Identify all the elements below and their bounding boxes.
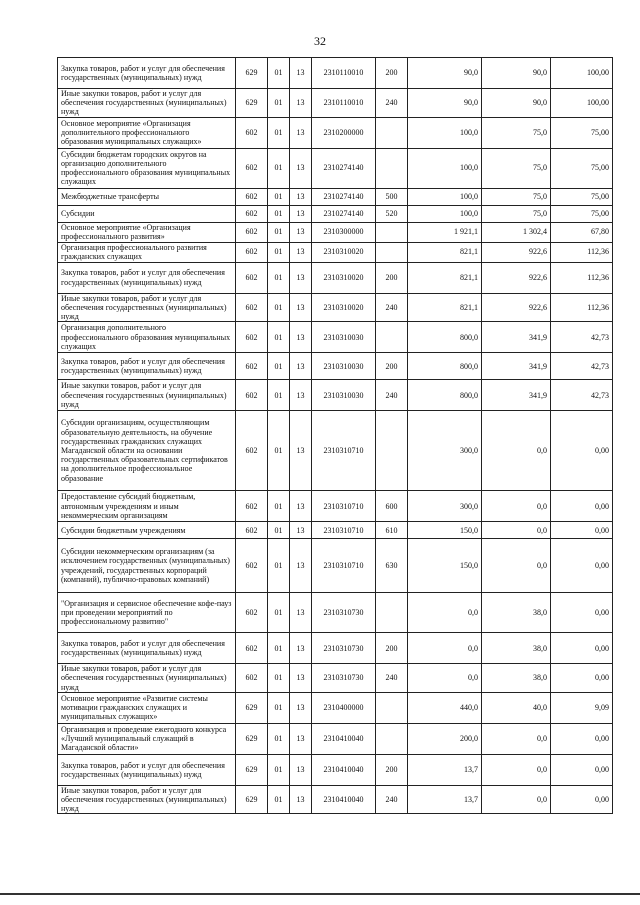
table-row <box>58 754 613 785</box>
executed-amount-cell: 75,0 <box>482 117 551 148</box>
section-code-cell: 01 <box>268 222 290 242</box>
section-code-cell: 01 <box>268 89 290 118</box>
table-row <box>58 491 613 522</box>
table-row <box>58 89 613 118</box>
target-article-code-cell: 2310310710 <box>312 522 376 539</box>
row-name-cell: Закупка товаров, работ и услуг для обеспечения государственных (муниципальных) нужд <box>58 633 236 664</box>
table-row <box>58 58 613 89</box>
expense-type-code-cell <box>376 242 408 262</box>
executed-amount-cell: 38,0 <box>482 633 551 664</box>
executed-amount-cell: 341,9 <box>482 380 551 411</box>
target-article-code-cell: 2310300000 <box>312 222 376 242</box>
table-row <box>58 664 613 693</box>
row-name-cell: Основное мероприятие «Организация профессионального развития» <box>58 222 236 242</box>
expense-type-code-cell <box>376 222 408 242</box>
row-name-cell: Иные закупки товаров, работ и услуг для обеспечения государственных (муниципальных) нужд <box>58 785 236 814</box>
target-article-code-cell: 2310310020 <box>312 262 376 293</box>
executed-amount-cell: 922,6 <box>482 293 551 322</box>
target-article-code-cell: 2310274140 <box>312 148 376 188</box>
executed-amount-cell: 0,0 <box>482 723 551 754</box>
execution-percent-cell: 112,36 <box>551 262 613 293</box>
target-article-code-cell: 2310274140 <box>312 188 376 205</box>
execution-percent-cell: 75,00 <box>551 188 613 205</box>
ved-code-cell: 602 <box>236 148 268 188</box>
executed-amount-cell: 75,0 <box>482 148 551 188</box>
executed-amount-cell: 90,0 <box>482 89 551 118</box>
target-article-code-cell: 2310410040 <box>312 785 376 814</box>
expense-type-code-cell <box>376 411 408 491</box>
planned-amount-cell: 821,1 <box>408 242 482 262</box>
section-code-cell: 01 <box>268 58 290 89</box>
ved-code-cell: 602 <box>236 664 268 693</box>
expense-type-code-cell: 200 <box>376 633 408 664</box>
subsection-code-cell: 13 <box>290 380 312 411</box>
target-article-code-cell: 2310110010 <box>312 58 376 89</box>
table-row <box>58 723 613 754</box>
target-article-code-cell: 2310310710 <box>312 411 376 491</box>
planned-amount-cell: 90,0 <box>408 58 482 89</box>
subsection-code-cell: 13 <box>290 117 312 148</box>
subsection-code-cell: 13 <box>290 148 312 188</box>
subsection-code-cell: 13 <box>290 322 312 353</box>
table-row <box>58 785 613 814</box>
expense-type-code-cell: 520 <box>376 205 408 222</box>
execution-percent-cell: 0,00 <box>551 664 613 693</box>
execution-percent-cell: 75,00 <box>551 148 613 188</box>
planned-amount-cell: 0,0 <box>408 593 482 633</box>
planned-amount-cell: 200,0 <box>408 723 482 754</box>
table-row <box>58 353 613 380</box>
execution-percent-cell: 67,80 <box>551 222 613 242</box>
expense-type-code-cell: 610 <box>376 522 408 539</box>
target-article-code-cell: 2310110010 <box>312 89 376 118</box>
ved-code-cell: 602 <box>236 353 268 380</box>
planned-amount-cell: 100,0 <box>408 117 482 148</box>
table-body <box>58 58 613 814</box>
table-row <box>58 262 613 293</box>
execution-percent-cell: 0,00 <box>551 633 613 664</box>
execution-percent-cell: 0,00 <box>551 593 613 633</box>
section-code-cell: 01 <box>268 262 290 293</box>
table-row <box>58 242 613 262</box>
ved-code-cell: 629 <box>236 785 268 814</box>
ved-code-cell: 602 <box>236 205 268 222</box>
section-code-cell: 01 <box>268 491 290 522</box>
planned-amount-cell: 100,0 <box>408 188 482 205</box>
execution-percent-cell: 0,00 <box>551 411 613 491</box>
executed-amount-cell: 0,0 <box>482 785 551 814</box>
row-name-cell: Иные закупки товаров, работ и услуг для обеспечения государственных (муниципальных) нужд <box>58 89 236 118</box>
row-name-cell: Субсидии <box>58 205 236 222</box>
row-name-cell: Иные закупки товаров, работ и услуг для обеспечения государственных (муниципальных) нужд <box>58 380 236 411</box>
row-name-cell: Закупка товаров, работ и услуг для обеспечения государственных (муниципальных) нужд <box>58 754 236 785</box>
execution-percent-cell: 42,73 <box>551 322 613 353</box>
table-row <box>58 148 613 188</box>
row-name-cell: Организация дополнительного профессионального образования муниципальных служащих <box>58 322 236 353</box>
target-article-code-cell: 2310310710 <box>312 491 376 522</box>
expense-type-code-cell <box>376 593 408 633</box>
subsection-code-cell: 13 <box>290 353 312 380</box>
planned-amount-cell: 300,0 <box>408 491 482 522</box>
row-name-cell: Организация и проведение ежегодного конкурса «Лучший муниципальный служащий в Магаданской области» <box>58 723 236 754</box>
subsection-code-cell: 13 <box>290 58 312 89</box>
target-article-code-cell: 2310310030 <box>312 322 376 353</box>
ved-code-cell: 602 <box>236 522 268 539</box>
row-name-cell: Межбюджетные трансферты <box>58 188 236 205</box>
executed-amount-cell: 1 302,4 <box>482 222 551 242</box>
ved-code-cell: 602 <box>236 491 268 522</box>
execution-percent-cell: 42,73 <box>551 380 613 411</box>
executed-amount-cell: 0,0 <box>482 522 551 539</box>
planned-amount-cell: 821,1 <box>408 262 482 293</box>
table-row <box>58 117 613 148</box>
table-row <box>58 380 613 411</box>
section-code-cell: 01 <box>268 353 290 380</box>
planned-amount-cell: 800,0 <box>408 353 482 380</box>
execution-percent-cell: 112,36 <box>551 293 613 322</box>
target-article-code-cell: 2310310730 <box>312 633 376 664</box>
target-article-code-cell: 2310274140 <box>312 205 376 222</box>
row-name-cell: Основное мероприятие «Организация дополнительного профессионального образования муниципальных служащих» <box>58 117 236 148</box>
ved-code-cell: 629 <box>236 58 268 89</box>
ved-code-cell: 602 <box>236 242 268 262</box>
expense-type-code-cell: 200 <box>376 58 408 89</box>
table-row <box>58 322 613 353</box>
row-name-cell: Субсидии некоммерческим организациям (за исключением государственных (муниципальных) учреждений, государственных корпораций (компаний), публично-правовых компаний) <box>58 539 236 593</box>
ved-code-cell: 602 <box>236 633 268 664</box>
planned-amount-cell: 800,0 <box>408 380 482 411</box>
target-article-code-cell: 2310200000 <box>312 117 376 148</box>
expense-type-code-cell: 240 <box>376 380 408 411</box>
subsection-code-cell: 13 <box>290 222 312 242</box>
expense-type-code-cell: 600 <box>376 491 408 522</box>
row-name-cell: Организация профессионального развития гражданских служащих <box>58 242 236 262</box>
subsection-code-cell: 13 <box>290 785 312 814</box>
row-name-cell: Субсидии организациям, осуществляющим образовательную деятельность, на обучение государственных гражданских служащих Магаданской области на основании государственных образовательных сертификатов на дополнительное профессиональное образование <box>58 411 236 491</box>
executed-amount-cell: 38,0 <box>482 664 551 693</box>
executed-amount-cell: 38,0 <box>482 593 551 633</box>
ved-code-cell: 602 <box>236 222 268 242</box>
row-name-cell: Субсидии бюджетам городских округов на организацию дополнительного профессионального образования муниципальных служащих <box>58 148 236 188</box>
ved-code-cell: 629 <box>236 89 268 118</box>
planned-amount-cell: 100,0 <box>408 205 482 222</box>
section-code-cell: 01 <box>268 664 290 693</box>
subsection-code-cell: 13 <box>290 723 312 754</box>
section-code-cell: 01 <box>268 293 290 322</box>
expense-type-code-cell: 630 <box>376 539 408 593</box>
executed-amount-cell: 922,6 <box>482 262 551 293</box>
section-code-cell: 01 <box>268 411 290 491</box>
planned-amount-cell: 0,0 <box>408 664 482 693</box>
planned-amount-cell: 300,0 <box>408 411 482 491</box>
section-code-cell: 01 <box>268 242 290 262</box>
section-code-cell: 01 <box>268 117 290 148</box>
ved-code-cell: 602 <box>236 539 268 593</box>
expense-type-code-cell <box>376 723 408 754</box>
target-article-code-cell: 2310310030 <box>312 353 376 380</box>
execution-percent-cell: 9,09 <box>551 692 613 723</box>
target-article-code-cell: 2310310020 <box>312 293 376 322</box>
planned-amount-cell: 100,0 <box>408 148 482 188</box>
section-code-cell: 01 <box>268 785 290 814</box>
section-code-cell: 01 <box>268 593 290 633</box>
row-name-cell: Основное мероприятие «Развитие системы мотивации гражданских служащих и муниципальных служащих» <box>58 692 236 723</box>
execution-percent-cell: 75,00 <box>551 205 613 222</box>
execution-percent-cell: 112,36 <box>551 242 613 262</box>
executed-amount-cell: 75,0 <box>482 205 551 222</box>
expense-type-code-cell: 200 <box>376 262 408 293</box>
executed-amount-cell: 0,0 <box>482 539 551 593</box>
subsection-code-cell: 13 <box>290 692 312 723</box>
executed-amount-cell: 0,0 <box>482 754 551 785</box>
executed-amount-cell: 922,6 <box>482 242 551 262</box>
section-code-cell: 01 <box>268 539 290 593</box>
expense-type-code-cell: 240 <box>376 785 408 814</box>
executed-amount-cell: 40,0 <box>482 692 551 723</box>
expense-type-code-cell: 500 <box>376 188 408 205</box>
bottom-rule <box>0 893 640 895</box>
executed-amount-cell: 341,9 <box>482 322 551 353</box>
section-code-cell: 01 <box>268 148 290 188</box>
executed-amount-cell: 75,0 <box>482 188 551 205</box>
expense-type-code-cell: 200 <box>376 353 408 380</box>
target-article-code-cell: 2310310730 <box>312 664 376 693</box>
expense-type-code-cell: 240 <box>376 89 408 118</box>
target-article-code-cell: 2310310710 <box>312 539 376 593</box>
ved-code-cell: 629 <box>236 692 268 723</box>
row-name-cell: Субсидии бюджетным учреждениям <box>58 522 236 539</box>
ved-code-cell: 602 <box>236 322 268 353</box>
ved-code-cell: 602 <box>236 593 268 633</box>
section-code-cell: 01 <box>268 188 290 205</box>
planned-amount-cell: 800,0 <box>408 322 482 353</box>
subsection-code-cell: 13 <box>290 539 312 593</box>
subsection-code-cell: 13 <box>290 664 312 693</box>
subsection-code-cell: 13 <box>290 205 312 222</box>
ved-code-cell: 629 <box>236 754 268 785</box>
ved-code-cell: 602 <box>236 411 268 491</box>
table-row <box>58 633 613 664</box>
page-number: 32 <box>314 34 326 48</box>
subsection-code-cell: 13 <box>290 491 312 522</box>
planned-amount-cell: 150,0 <box>408 522 482 539</box>
executed-amount-cell: 0,0 <box>482 411 551 491</box>
subsection-code-cell: 13 <box>290 293 312 322</box>
expense-type-code-cell <box>376 322 408 353</box>
table-row <box>58 593 613 633</box>
section-code-cell: 01 <box>268 633 290 664</box>
expense-type-code-cell: 240 <box>376 664 408 693</box>
planned-amount-cell: 440,0 <box>408 692 482 723</box>
planned-amount-cell: 13,7 <box>408 754 482 785</box>
ved-code-cell: 629 <box>236 723 268 754</box>
target-article-code-cell: 2310400000 <box>312 692 376 723</box>
planned-amount-cell: 821,1 <box>408 293 482 322</box>
table-row <box>58 205 613 222</box>
subsection-code-cell: 13 <box>290 593 312 633</box>
subsection-code-cell: 13 <box>290 188 312 205</box>
row-name-cell: Закупка товаров, работ и услуг для обеспечения государственных (муниципальных) нужд <box>58 58 236 89</box>
row-name-cell: Иные закупки товаров, работ и услуг для обеспечения государственных (муниципальных) нужд <box>58 293 236 322</box>
row-name-cell: Закупка товаров, работ и услуг для обеспечения государственных (муниципальных) нужд <box>58 353 236 380</box>
executed-amount-cell: 0,0 <box>482 491 551 522</box>
executed-amount-cell: 341,9 <box>482 353 551 380</box>
expense-type-code-cell: 240 <box>376 293 408 322</box>
execution-percent-cell: 0,00 <box>551 785 613 814</box>
section-code-cell: 01 <box>268 522 290 539</box>
subsection-code-cell: 13 <box>290 262 312 293</box>
target-article-code-cell: 2310310030 <box>312 380 376 411</box>
execution-percent-cell: 100,00 <box>551 89 613 118</box>
ved-code-cell: 602 <box>236 293 268 322</box>
expense-type-code-cell: 200 <box>376 754 408 785</box>
execution-percent-cell: 0,00 <box>551 754 613 785</box>
subsection-code-cell: 13 <box>290 633 312 664</box>
execution-percent-cell: 0,00 <box>551 723 613 754</box>
subsection-code-cell: 13 <box>290 242 312 262</box>
execution-percent-cell: 42,73 <box>551 353 613 380</box>
subsection-code-cell: 13 <box>290 89 312 118</box>
row-name-cell: Иные закупки товаров, работ и услуг для обеспечения государственных (муниципальных) нужд <box>58 664 236 693</box>
row-name-cell: Предоставление субсидий бюджетным, автономным учреждениям и иным некоммерческим организациям <box>58 491 236 522</box>
ved-code-cell: 602 <box>236 188 268 205</box>
subsection-code-cell: 13 <box>290 522 312 539</box>
table-row <box>58 222 613 242</box>
section-code-cell: 01 <box>268 380 290 411</box>
subsection-code-cell: 13 <box>290 754 312 785</box>
planned-amount-cell: 1 921,1 <box>408 222 482 242</box>
table-row <box>58 293 613 322</box>
target-article-code-cell: 2310410040 <box>312 723 376 754</box>
execution-percent-cell: 0,00 <box>551 491 613 522</box>
execution-percent-cell: 100,00 <box>551 58 613 89</box>
executed-amount-cell: 90,0 <box>482 58 551 89</box>
planned-amount-cell: 13,7 <box>408 785 482 814</box>
ved-code-cell: 602 <box>236 117 268 148</box>
execution-percent-cell: 75,00 <box>551 117 613 148</box>
planned-amount-cell: 0,0 <box>408 633 482 664</box>
section-code-cell: 01 <box>268 692 290 723</box>
target-article-code-cell: 2310310730 <box>312 593 376 633</box>
execution-percent-cell: 0,00 <box>551 522 613 539</box>
section-code-cell: 01 <box>268 723 290 754</box>
row-name-cell: "Организация и сервисное обеспечение кофе-пауз при проведении мероприятий по профессиональному развитию" <box>58 593 236 633</box>
planned-amount-cell: 90,0 <box>408 89 482 118</box>
table-row <box>58 692 613 723</box>
expense-type-code-cell <box>376 117 408 148</box>
table-row <box>58 188 613 205</box>
section-code-cell: 01 <box>268 322 290 353</box>
budget-table <box>57 57 613 814</box>
section-code-cell: 01 <box>268 205 290 222</box>
target-article-code-cell: 2310410040 <box>312 754 376 785</box>
row-name-cell: Закупка товаров, работ и услуг для обеспечения государственных (муниципальных) нужд <box>58 262 236 293</box>
target-article-code-cell: 2310310020 <box>312 242 376 262</box>
table-row <box>58 411 613 491</box>
expense-type-code-cell <box>376 148 408 188</box>
ved-code-cell: 602 <box>236 380 268 411</box>
planned-amount-cell: 150,0 <box>408 539 482 593</box>
execution-percent-cell: 0,00 <box>551 539 613 593</box>
expense-type-code-cell <box>376 692 408 723</box>
table-row <box>58 522 613 539</box>
section-code-cell: 01 <box>268 754 290 785</box>
subsection-code-cell: 13 <box>290 411 312 491</box>
ved-code-cell: 602 <box>236 262 268 293</box>
table-row <box>58 539 613 593</box>
